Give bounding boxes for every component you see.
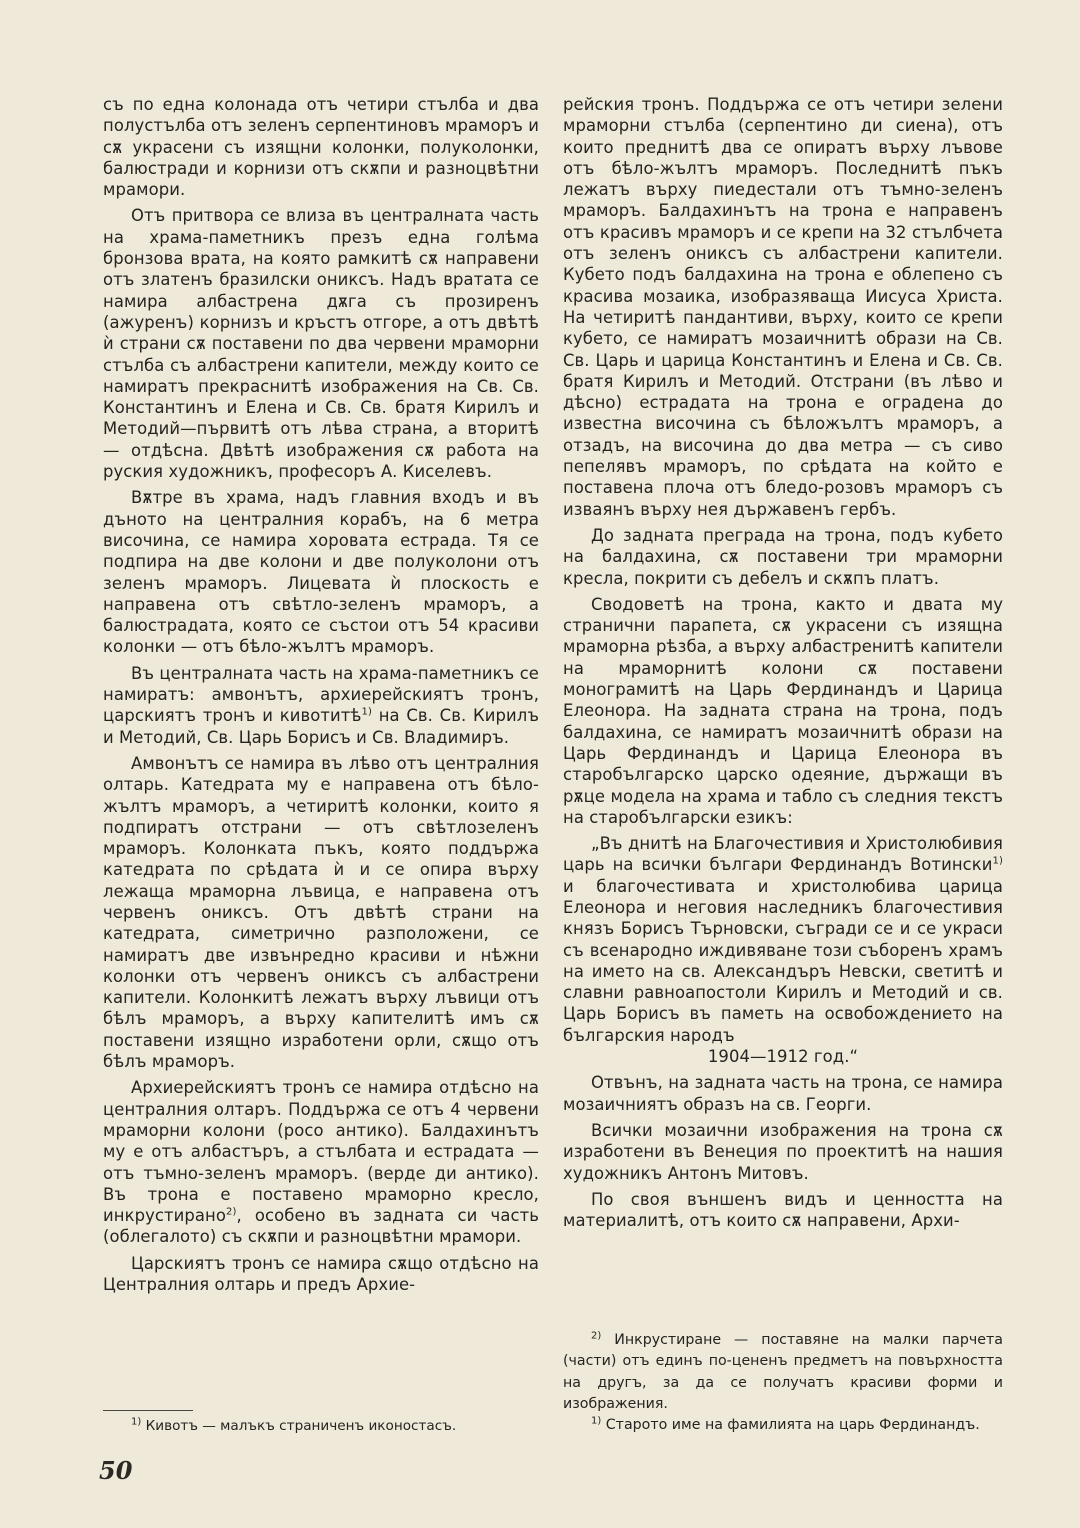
paragraph: По своя външенъ видъ и ценността на материалитѣ, отъ които сѫ направени, Архи-	[563, 1189, 1003, 1231]
paragraph	[103, 1077, 539, 1247]
footnote-mark: 1)	[131, 1416, 142, 1428]
text-span: , особено въ задната си часть (облегалото) съ скѫпи и разноцвѣтни мрамори.	[103, 1206, 539, 1247]
paragraph: рейския тронъ. Поддържа се отъ четири зелени мраморни стълба (серпентино ди сиена), отъ които преднитѣ два се опиратъ върху лъвове отъ бѣло-жълтъ мраморъ. Последнитѣ пъкъ лежатъ върху пиедестали отъ тъмно-зеленъ мраморъ. Балдахинътъ на трона е направенъ отъ красивъ мраморъ и се крепи на 32 стълбчета отъ зеленъ ониксъ съ албастрени капители. Кубето подъ балдахина на трона е облепено съ красива мозаика, изобразяваща Иисуса Христа. На четиритѣ пандантиви, върху, които се крепи кубето, се намиратъ мозаичнитѣ образи на Св. Св. Царь и царица Константинъ и Елена и Св. Св. братя Кирилъ и Методий. Отстрани (въ лѣво и дѣсно) естрадата на трона е оградена до известна височина съ бѣложълтъ мраморъ, а отзадъ, на височина до два метра — съ сиво пепелявъ мраморъ, по срѣдата на който е поставена плоча отъ бледо-розовъ мраморъ съ изваянъ върху нея държавенъ гербъ.	[563, 95, 1003, 519]
text-span: на Св. Св. Кирилъ и Методий, Св. Царь Борисъ и Св. Владимиръ.	[103, 706, 539, 747]
text-span: и благочестивата и христолюбива царица Елеонора и неговия наследникъ благочестивия князъ Борисъ Търновски, съгради се и се украси съ всенародно иждивяване този съборенъ храмъ на името на св. Александъръ Невски, светитѣ и славни равноапостоли Кирилъ и Методий и св. Царь Борисъ въ паметь на освобождението на българския народъ	[563, 876, 1003, 1045]
paragraph	[103, 663, 539, 748]
page-number: 50	[99, 1456, 133, 1485]
footnote-mark: 2)	[591, 1330, 602, 1342]
paragraph: Всички мозаични изображения на трона сѫ изработени въ Венеция по проектитѣ на нашия художникъ Антонъ Митовъ.	[563, 1120, 1003, 1183]
footnote	[563, 1415, 1003, 1436]
paragraph: Амвонътъ се намира въ лѣво отъ централния олтарь. Катедрата му е направена отъ бѣло-жълтъ мраморъ, а четиритѣ колонки, които я подпиратъ отстрани — отъ свѣтлозеленъ мраморъ. Колонката пъкъ, която поддържа катедрата по срѣдата ѝ и се опира върху лежаща мраморна лъвица, е направена отъ червенъ ониксъ. Отъ двѣтѣ страни на катедрата, симетрично разположени, се намиратъ две извънредно красиви и нѣжни колонки отъ червенъ ониксъ съ албастрени капители. Колонкитѣ лежатъ върху лъвици отъ бѣлъ мраморъ, а върху капителитѣ имъ сѫ поставени изящно изработени орли, сѫщо отъ бѣлъ мраморъ.	[103, 753, 539, 1072]
text-span: Въ централната часть на храма-паметникъ се намиратъ: амвонътъ, архиерейскиятъ тронъ, царскиятъ тронъ и кивотитѣ	[103, 663, 539, 726]
text-span: Инкрустиране — поставяне на малки парчета (части) отъ единъ по-цененъ предметъ на повърхността на другъ, за да се получатъ красиви форми и изображения.	[563, 1332, 1003, 1412]
footnote-ref: 2)	[225, 1206, 237, 1218]
text-span: Кивотъ — малъкъ страниченъ иконостасъ.	[141, 1418, 457, 1434]
paragraph: съ по една колонада отъ четири стълба и два полустълба отъ зеленъ серпентиновъ мраморъ и сѫ украсени съ изящни колонки, полуколонки, балюстради и корнизи отъ скѫпи и разноцвѣтни мрамори.	[103, 95, 539, 200]
footnote-mark: 1)	[591, 1415, 602, 1427]
right-column	[563, 94, 1003, 1231]
quotation	[563, 833, 1003, 1046]
footnote-ref: 1)	[992, 855, 1003, 867]
paragraph: Сводоветѣ на трона, както и двата му странични парапета, сѫ украсени съ изящна мраморна рѣзба, а върху албастренитѣ капители на мраморнитѣ колони сѫ поставени монограмитѣ на Царь Фердинандъ и Царица Елеонора. На задната страна на трона, подъ балдахина, се намиратъ мозаичнитѣ образи на Царь Фердинандъ и Царица Елеонора въ старобългарско царско одеяние, държащи въ рѫце модела на храма и табло съ следния текстъ на старобългарски езикъ:	[563, 594, 1003, 827]
text-span: Архиерейскиятъ тронъ се намира отдѣсно на централния олтаръ. Поддържа се отъ 4 червени мраморни колони (росо антико). Балдахинътъ му е отъ албастъръ, а стълбата и естрадата — отъ тъмно-зеленъ мраморъ. (верде ди антико). Въ трона е поставено мраморно кресло, инкрустирано	[103, 1078, 539, 1226]
left-column	[103, 94, 539, 1295]
paragraph: Отъ притвора се влиза въ централната часть на храма-паметникъ презъ една голѣма бронзова врата, на която рамкитѣ сѫ направени отъ златенъ бразилски ониксъ. Надъ вратата се намира албастрена дѫга съ прозиренъ (ажуренъ) корнизъ и кръстъ отгоре, а отъ двѣтѣ ѝ страни сѫ поставени по два червени мраморни стълба съ албастрени капители, между които се намиратъ прекраснитѣ изображения на Св. Св. Константинъ и Елена и Св. Св. братя Кирилъ и Методий—първитѣ отъ лѣва страна, а вторитѣ — отдѣсна. Двѣтѣ изображения сѫ работа на руския художникъ, професоръ А. Киселевъ.	[103, 206, 539, 482]
footnote-divider	[103, 1410, 193, 1411]
footnote-ref: 1)	[361, 706, 372, 718]
footnotes-left	[103, 1410, 539, 1436]
paragraph: Царскиятъ тронъ се намира сѫщо отдѣсно на Централния олтарь и предъ Архие-	[103, 1253, 539, 1295]
text-span: Старото име на фамилията на царь Фердинандъ.	[601, 1417, 980, 1434]
text-span: „Въ днитѣ на Благочестивия и Христолюбивия царь на всички българи Фердинандъ Вотински	[563, 834, 1003, 875]
paragraph: До задната преграда на трона, подъ кубето на балдахина, сѫ поставени три мраморни кресла, покрити съ дебелъ и скѫпъ платъ.	[563, 525, 1003, 588]
footnote	[103, 1417, 539, 1436]
paragraph: Отвънъ, на задната часть на трона, се намира мозаичниятъ образъ на св. Георги.	[563, 1073, 1003, 1114]
paragraph: Вѫтре въ храма, надъ главния входъ и въ дъното на централния корабъ, на 6 метра височина, се намира хоровата естрада. Тя се подпира на две колони и две полуколони отъ зеленъ мраморъ. Лицевата ѝ плоскость е направена отъ свѣтло-зеленъ мраморъ, а балюстрадата, която се състои отъ 54 красиви колонки — отъ бѣло-жълтъ мраморъ.	[103, 488, 539, 657]
quotation-date: 1904—1912 год.“	[707, 1047, 859, 1067]
footnotes-right	[563, 1330, 1003, 1436]
footnote	[563, 1330, 1003, 1415]
